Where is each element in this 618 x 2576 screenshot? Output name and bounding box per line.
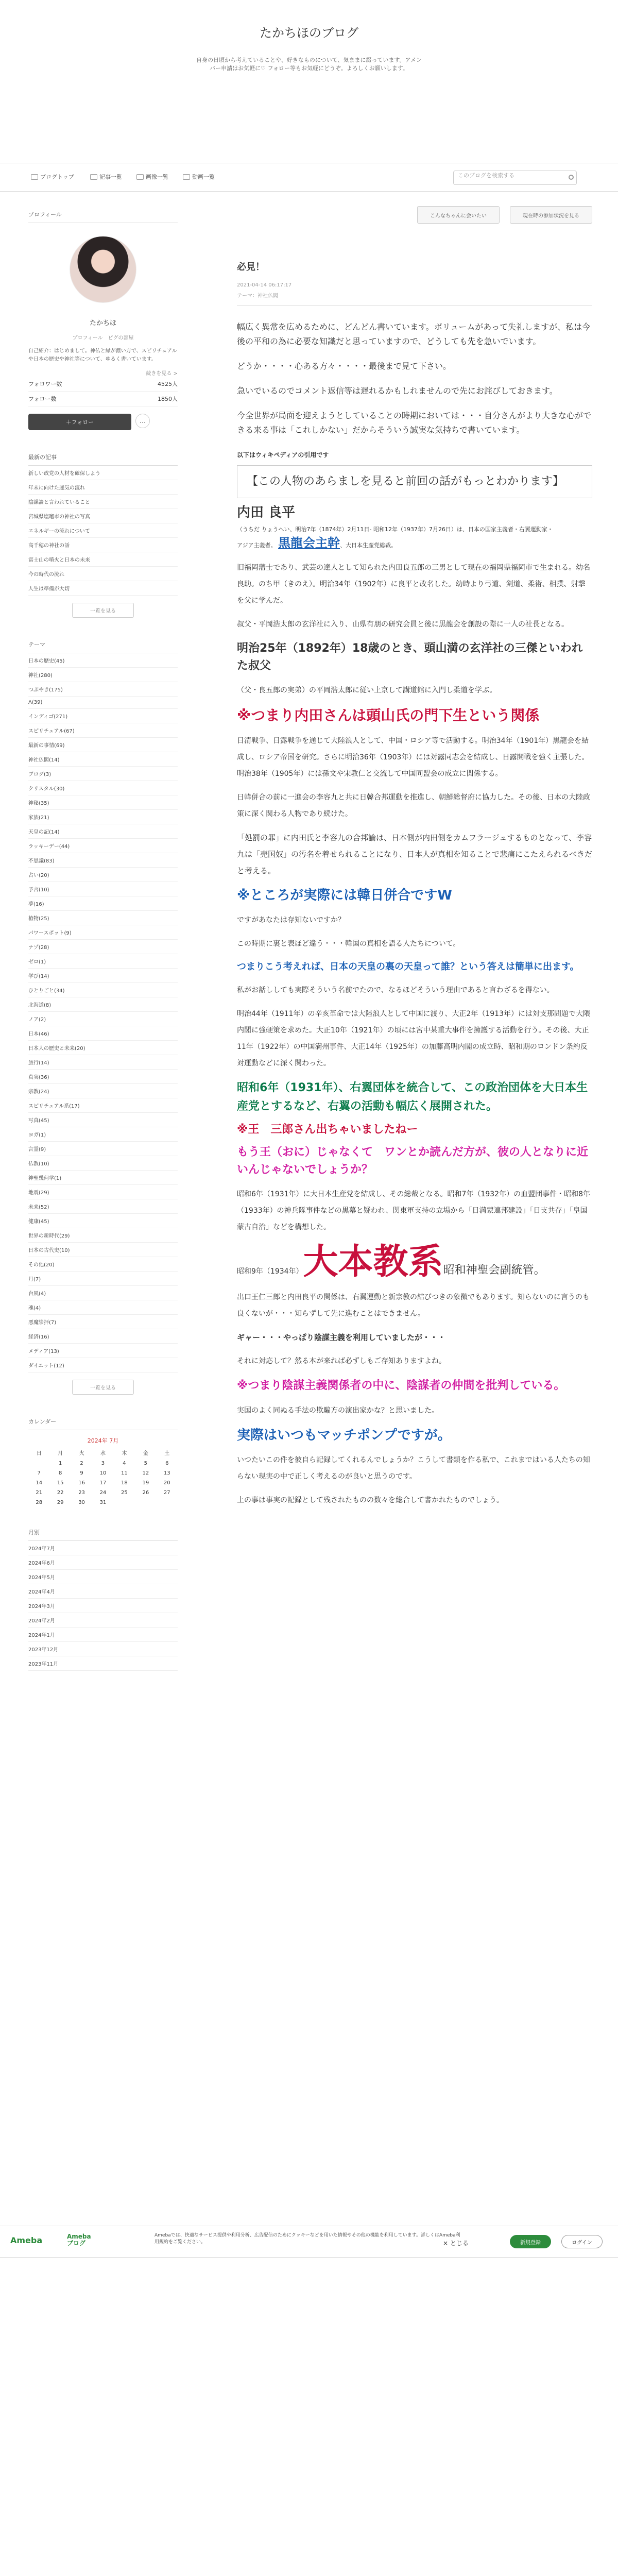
entry-body xyxy=(237,320,592,1509)
theme-link[interactable]: 神秘(35) xyxy=(28,795,178,810)
theme-link[interactable]: 未来(52) xyxy=(28,1199,178,1214)
calendar-weekday: 水 xyxy=(100,1451,106,1456)
theme-link[interactable]: 真実(36) xyxy=(28,1070,178,1084)
kokuryukai-link[interactable]: 黒龍会主幹 xyxy=(278,536,340,550)
recent-entry-link[interactable]: 人生は準備が大切 xyxy=(28,581,178,596)
archive-link[interactable]: 2024年4月 xyxy=(28,1584,178,1599)
theme-link[interactable]: 日本人の歴史と未来(20) xyxy=(28,1041,178,1055)
calendar-day[interactable]: 13 xyxy=(163,1470,170,1476)
theme-link[interactable]: パワースポット(9) xyxy=(28,925,178,940)
blog-description: 自身の日頃から考えていることや、好きなものについて、気ままに綴っています。アメンバー申請はお気軽に♡ フォロー等もお気軽にどうぞ。よろしくお願いします。 xyxy=(196,57,422,72)
archive-link[interactable]: 2024年3月 xyxy=(28,1599,178,1613)
calendar-day[interactable]: 2 xyxy=(80,1461,83,1466)
calendar-day[interactable]: 8 xyxy=(58,1470,62,1476)
calendar-day[interactable]: 16 xyxy=(78,1480,85,1486)
theme-link[interactable]: 仏教(10) xyxy=(28,1156,178,1171)
login-button[interactable]: ログイン xyxy=(561,2235,603,2248)
recent-entry-link[interactable]: 年末に向けた運気の流れ xyxy=(28,480,178,495)
recent-entry-link[interactable]: 陰謀論と言われていること xyxy=(28,495,178,509)
calendar-day[interactable]: 20 xyxy=(163,1480,170,1486)
status-button[interactable]: 現在時の参加状況を見る xyxy=(510,206,592,224)
recent-entry-link[interactable]: エネルギーの流れについて xyxy=(28,523,178,538)
recent-list xyxy=(28,466,178,596)
calendar-day[interactable]: 30 xyxy=(78,1500,85,1505)
calendar-day[interactable]: 23 xyxy=(78,1490,85,1496)
wiki-body-4: 日韓併合の前に一進会の李容九と共に日韓合邦運動を推進し、朝鮮総督府に協力した。その後、日本の大陸政策に深く関わる人物であり続けた。 xyxy=(237,793,590,818)
archive-heading: 月別 xyxy=(28,1524,178,1541)
avatar[interactable] xyxy=(70,236,136,303)
calendar-title: 2024年 7月 xyxy=(87,1437,119,1444)
video-icon xyxy=(183,174,190,180)
blog-header xyxy=(0,0,618,118)
following-count[interactable] xyxy=(28,392,178,406)
calendar-day[interactable]: 31 xyxy=(99,1500,107,1505)
theme-list xyxy=(28,653,178,1372)
wiki-body-7-prefix: 昭和9年（1934年） xyxy=(237,1267,303,1276)
theme-link[interactable]: ナゾ(28) xyxy=(28,940,178,954)
commentary-3: 私がお話ししても実際そういう名前でたので、なるほどそういう理由であると言わざるを得ない。 xyxy=(237,986,554,994)
theme-link[interactable]: 台風(4) xyxy=(28,1286,178,1300)
entry-title[interactable]: 必見！ xyxy=(237,262,265,273)
recent-all-button[interactable]: 一覧を見る xyxy=(72,603,134,618)
theme-link[interactable]: ひとりごと(34) xyxy=(28,983,178,997)
archive-link[interactable]: 2024年2月 xyxy=(28,1613,178,1628)
calendar-day[interactable]: 7 xyxy=(37,1470,41,1476)
archive-block xyxy=(28,1524,178,1671)
nav-label: 動画一覧 xyxy=(192,174,215,180)
ameba-logo[interactable]: Ameba xyxy=(10,2235,43,2245)
theme-link[interactable]: クリスタル(30) xyxy=(28,781,178,795)
search-icon[interactable] xyxy=(569,175,574,180)
blue-callout-3: 実際はいつもマッチポンプですが。 xyxy=(237,1428,451,1443)
wiki-body-2: 叔父・平岡浩太郎の玄洋社に入り、山県有朋の研究会員と後に黒龍会を創設の際に一人の社長となる。 xyxy=(237,620,569,629)
nav-blog-top[interactable] xyxy=(31,173,74,181)
wiki-subtitle-line2 xyxy=(237,536,592,552)
calendar-day[interactable]: 26 xyxy=(142,1490,149,1496)
paragraph: 今全世界が局面を迎えようとしていることの時期においては・・・自分さんがより大きな心ができる来る事は「これしかない」だからそういう誠実な気持ちで書いています。 xyxy=(237,411,592,435)
stat-value: 4525人 xyxy=(158,381,178,387)
wiki-body-6: 昭和6年（1931年）に大日本生産党を結成し、その総裁となる。昭和7年（1932年）の血盟団事件・昭和8年（1933年）の神兵隊事件などの黒幕と疑われ、関東軍支持の立場から「日満蒙連邦建設」「日支共存」「皇国蒙古自治」などを構想した。 xyxy=(237,1190,590,1231)
stat-label: フォロー数 xyxy=(28,396,57,402)
theme-link[interactable]: 日本(46) xyxy=(28,1026,178,1041)
cookie-banner xyxy=(0,2226,618,2258)
theme-link[interactable]: 日本の歴史(45) xyxy=(28,653,178,668)
red-callout-1: ※つまり内田さんは頭山氏の門下生という関係 xyxy=(237,707,540,724)
nav-label: 画像一覧 xyxy=(146,174,168,180)
theme-link[interactable]: 世界の新時代(29) xyxy=(28,1228,178,1243)
theme-link[interactable]: 地震(29) xyxy=(28,1185,178,1199)
follow-menu-button[interactable]: … xyxy=(135,414,150,428)
calendar-day[interactable]: 22 xyxy=(57,1490,64,1496)
calendar-weekday: 日 xyxy=(36,1451,42,1456)
calendar-day[interactable]: 11 xyxy=(121,1470,128,1476)
wiki-intro: 以下はウィキペディアの引用です xyxy=(237,451,329,459)
theme-link[interactable]: ブログ(3) xyxy=(28,767,178,781)
calendar-heading: カレンダー xyxy=(28,1413,178,1430)
calendar-weekday: 土 xyxy=(164,1451,170,1456)
commentary-5: それに対応して？然る本が来れば必ずしもご存知ありますよね。 xyxy=(237,1357,446,1365)
image-icon xyxy=(136,174,144,180)
calendar-day[interactable]: 14 xyxy=(36,1480,43,1486)
wiki-body-3: 日清戦争、日露戦争を通じて大陸浪人として、中国・ロシア等で活動する。明治34年（1901年）黒龍会を結成し、ロシア帝国を研究。さらに明治36年（1903年）には対露同志会を結成し、日露開戦を強く主張した。明治38年（1905年）には孫文や宋教仁と交流して中国同盟会の成立に関係する。 xyxy=(237,737,589,778)
calendar-day[interactable]: 15 xyxy=(57,1480,64,1486)
entry-theme[interactable]: テーマ：神社仏閣 xyxy=(237,291,592,306)
theme-link[interactable]: 学び(14) xyxy=(28,969,178,983)
recent-entries xyxy=(28,449,178,618)
wiki-after-link: 、大日本生産党総裁。 xyxy=(340,542,397,549)
commentary-7: いつたいこの件を彼自ら記録してくれるんでしょうか？こうして書類を作る私で、これまではいる人たちの知らない現実の中で正しく考えるのが良いと思うのです。 xyxy=(237,1456,590,1481)
list-icon xyxy=(90,174,97,180)
cookie-text: Amebaでは、快適なサービス提供や利用分析、広告配信のためにクッキーなどを用いた情報やその他の機能を利用しています。詳しくはAmeba利用規約をご覧ください。 xyxy=(154,2233,460,2245)
theme-link[interactable]: 神社(280) xyxy=(28,668,178,682)
calendar-day xyxy=(157,1500,178,1505)
theme-link[interactable]: スピリチュアル(67) xyxy=(28,723,178,738)
commentary-8: 上の事は事実の記録として残されたものの数々を総合して書かれたものでしょう。 xyxy=(237,1496,504,1504)
calendar-day[interactable]: 21 xyxy=(36,1490,43,1496)
theme-all-button[interactable]: 一覧を見る xyxy=(72,1380,134,1395)
archive-link[interactable]: 2023年12月 xyxy=(28,1642,178,1656)
blue-callout-1: ※ところが実際には韓日併合ですW xyxy=(237,888,452,903)
calendar-weekday: 金 xyxy=(143,1451,148,1456)
calendar-day[interactable]: 6 xyxy=(165,1461,169,1466)
quote-box: 【この人物のあらましを見ると前回の話がもっとわかります】 xyxy=(237,465,592,498)
commentary-6: 実国のよく同ぬる手法の欺騙方の演出家かな？と思いました。 xyxy=(237,1406,439,1415)
theme-link[interactable]: 悪魔崇拝(7) xyxy=(28,1315,178,1329)
wiki-subtitle-tail: アジア主義者。 xyxy=(237,542,277,549)
commentary-4: 出口王仁三郎と内田良平の関係は、右翼運動と新宗教の結びつきの象徴でもあります。知らないのに言うのも良くないが・・・知らずして先に進むことはできません。 xyxy=(237,1293,590,1318)
red-callout-2: ※王 三郎さん出ちゃいましたねー xyxy=(237,1123,418,1136)
theme-link[interactable]: 夢(16) xyxy=(28,896,178,911)
theme-link[interactable]: ヨガ(1) xyxy=(28,1127,178,1142)
theme-list-block xyxy=(28,636,178,1395)
theme-link[interactable]: 最新の事情(69) xyxy=(28,738,178,752)
profile-heading: プロフィール xyxy=(28,206,178,223)
theme-link[interactable]: 家族(21) xyxy=(28,810,178,824)
calendar-day[interactable]: 1 xyxy=(58,1461,62,1466)
blue-callout-2: つまりこう考えれば、日本の天皇の裏の天皇って誰？という答えは簡単に出ます。 xyxy=(237,961,579,972)
magenta-callout-1: もう王（おに）じゃなくて ワンとか読んだ方が、彼の人となりに近いんじゃないでしょうか？ xyxy=(237,1146,589,1176)
calendar-grid xyxy=(28,1449,178,1505)
theme-link[interactable]: 魂(4) xyxy=(28,1300,178,1315)
nav-entry-list[interactable] xyxy=(90,173,122,181)
calendar-weekday: 木 xyxy=(122,1451,127,1456)
calendar-day[interactable]: 17 xyxy=(99,1480,107,1486)
theme-link[interactable]: 神社仏閣(14) xyxy=(28,752,178,767)
nav-label: ブログトップ xyxy=(40,174,74,180)
calendar-day[interactable]: 29 xyxy=(57,1500,64,1505)
ameba-blog-logo-line1: Ameba xyxy=(67,2233,91,2240)
calendar-day[interactable]: 19 xyxy=(142,1480,149,1486)
theme-link[interactable]: ダイエット(12) xyxy=(28,1358,178,1372)
theme-link[interactable]: 神聖幾何学(1) xyxy=(28,1171,178,1185)
recent-entry-link[interactable]: 今の時代の流れ xyxy=(28,567,178,581)
calendar-day[interactable]: 12 xyxy=(142,1470,149,1476)
theme-link[interactable]: ゼロ(1) xyxy=(28,954,178,969)
wiki-body-7 xyxy=(237,1243,592,1282)
theme-link[interactable]: ラッキーデー(44) xyxy=(28,839,178,853)
wiki-highlight-suffix: （父・良五郎の実弟）の平岡浩太郎に従い上京して講道館に入門し柔道を学ぶ。 xyxy=(237,686,497,694)
wiki-body-5: 明治44年（1911年）の辛亥革命では大陸浪人として中国に渡り、大正2年（1913年）には対支那問題で大隈内閣に強硬策を求めた。大正10年（1921年）の頃には宮中某重大事件を擁護する活動を行う。その後、大正11年（1922年）の中国満州事件、大正14年（1925年）の加藤高明内閣の成立時、昭和期のロンドン条約反対運動などに深く関わった。 xyxy=(237,1010,590,1067)
recent-entry-link[interactable]: 富士山の噴火と日本の未来 xyxy=(28,552,178,567)
wiki-body-7-suffix: 昭和神聖会副統管。 xyxy=(443,1264,545,1277)
meet-button[interactable]: こんなちゃんに会いたい xyxy=(417,206,500,224)
theme-link[interactable]: 旅行(14) xyxy=(28,1055,178,1070)
theme-link[interactable]: 不思議(83) xyxy=(28,853,178,868)
ameba-blog-logo-line2: ブログ xyxy=(67,2240,86,2247)
follow-button[interactable]: ＋フォロー xyxy=(28,414,131,430)
blog-search-input[interactable]: このブログを検索する xyxy=(453,171,577,185)
ameba-blog-logo[interactable] xyxy=(67,2233,91,2247)
calendar-day[interactable]: 9 xyxy=(80,1470,83,1476)
entry-date: 2021-04-14 06:17:17 xyxy=(237,282,292,288)
home-icon xyxy=(31,174,38,180)
theme-link[interactable]: スピリチュアル系(17) xyxy=(28,1098,178,1113)
archive-link[interactable]: 2024年6月 xyxy=(28,1555,178,1570)
recent-entry-link[interactable]: 新しい政党の人材を確保しよう xyxy=(28,466,178,480)
theme-link[interactable]: インディゴ(271) xyxy=(28,709,178,723)
theme-link[interactable]: 北海道(8) xyxy=(28,997,178,1012)
archive-link[interactable]: 2023年11月 xyxy=(28,1656,178,1671)
calendar-day[interactable]: 24 xyxy=(99,1490,107,1496)
theme-link[interactable]: 占い(20) xyxy=(28,868,178,882)
profile-name[interactable]: たかちほ xyxy=(89,319,116,327)
wiki-title: 内田 良平 xyxy=(237,505,296,520)
main-content xyxy=(237,206,592,1516)
calendar-day[interactable]: 10 xyxy=(99,1470,107,1476)
bold-remark: ギャー・・・やっぱり陰謀主義を利用していましたが・・・ xyxy=(237,1333,446,1342)
recent-heading: 最新の記事 xyxy=(28,449,178,466)
theme-link[interactable]: 月(7) xyxy=(28,1272,178,1286)
blog-title[interactable]: たかちほのブログ xyxy=(260,26,358,40)
theme-link[interactable]: 健康(45) xyxy=(28,1214,178,1228)
header-spacer xyxy=(0,118,618,163)
theme-link[interactable]: 言霊(9) xyxy=(28,1142,178,1156)
nav-label: 記事一覧 xyxy=(99,174,122,180)
theme-link[interactable]: 天皇の記(14) xyxy=(28,824,178,839)
stat-label: フォロワー数 xyxy=(28,381,62,387)
archive-link[interactable]: 2024年1月 xyxy=(28,1628,178,1642)
paragraph: 急いでいるのでコメント返信等は遅れるかもしれませんので先にお詫びしておきます。 xyxy=(237,386,558,396)
green-callout: 昭和6年（1931年）、右翼団体を統合して、この政治団体を大日本生産党とするなど、右翼の活動も幅広く展開された。 xyxy=(237,1081,588,1113)
theme-link[interactable]: ノア(2) xyxy=(28,1012,178,1026)
archive-link[interactable]: 2024年7月 xyxy=(28,1541,178,1555)
commentary-1: 「処罰の罪」に内田氏と李容九の合邦論は、日本側が内田側をカムフラージュするものとなって、李容九は「売国奴」の汚名を着せられることになり、日本人が真相を知ることで悲痛にこたえられるべきだと考える。 xyxy=(237,833,593,875)
archive-link[interactable]: 2024年5月 xyxy=(28,1570,178,1584)
calendar-weekday: 月 xyxy=(58,1451,63,1456)
theme-link[interactable]: Λ(39) xyxy=(28,697,178,709)
stat-value: 1850人 xyxy=(158,396,178,402)
calendar-day xyxy=(28,1461,49,1466)
theme-link[interactable]: 植物(25) xyxy=(28,911,178,925)
theme-link[interactable]: その他(20) xyxy=(28,1257,178,1272)
oomoto-highlight: 大本教系 xyxy=(303,1242,443,1282)
calendar-day[interactable]: 25 xyxy=(121,1490,128,1496)
signup-button[interactable]: 新規登録 xyxy=(510,2235,551,2248)
theme-link[interactable]: 写真(45) xyxy=(28,1113,178,1127)
wiki-body-1: 旧福岡藩士であり、武芸の達人として知られた内田良五郎の三男として現在の福岡県福岡市で生まれる。幼名良助。のち甲（きのえ）。明治34年（1902年）に良平と改名した。幼時より弓道、剣道、柔術、相撲、射撃を父に学んだ。 xyxy=(237,564,590,605)
sidebar xyxy=(28,206,178,1671)
theme-link[interactable]: 日本の古代史(10) xyxy=(28,1243,178,1257)
theme-link[interactable]: 宗教(24) xyxy=(28,1084,178,1098)
calendar-day[interactable]: 28 xyxy=(36,1500,43,1505)
theme-link[interactable]: メディア(13) xyxy=(28,1344,178,1358)
calendar-day[interactable]: 27 xyxy=(163,1490,170,1496)
profile-links[interactable]: プロフィール ピグの部屋 xyxy=(72,335,134,341)
theme-link[interactable]: 経済(16) xyxy=(28,1329,178,1344)
recent-entry-link[interactable]: 高千穂の神社の話 xyxy=(28,538,178,552)
cookie-close-button[interactable]: × とじる xyxy=(443,2240,469,2247)
wiki-subtitle: （うちだ りょうへい、明治7年（1874年）2月11日- 昭和12年（1937年）7月26日）は、日本の国家主義者・右翼運動家・ xyxy=(237,526,553,533)
theme-link[interactable]: つぶやき(175) xyxy=(28,682,178,697)
profile-text: 自己紹介：はじめまして。神仏と縁が濃い方で、スピリチュアルや日本の歴史や神社等について、ゆるく書いています。 xyxy=(28,348,177,362)
wiki-highlight-line: 明治25年（1892年）18歳のとき、頭山満の玄洋社の三傑といわれた叔父 xyxy=(237,642,583,672)
archive-list xyxy=(28,1541,178,1671)
calendar-day[interactable]: 5 xyxy=(144,1461,148,1466)
calendar-day xyxy=(135,1500,156,1505)
calendar-day[interactable]: 18 xyxy=(121,1480,128,1486)
theme-heading: テーマ xyxy=(28,636,178,653)
global-nav xyxy=(0,163,618,192)
theme-link[interactable]: 予言(10) xyxy=(28,882,178,896)
nav-video-list[interactable] xyxy=(183,173,215,181)
commentary-2: この時期に裏と表ほど違う・・・韓国の真相を語る人たちについて。 xyxy=(237,940,460,948)
profile-more-link[interactable]: 続きを見る > xyxy=(146,371,178,377)
paragraph: 幅広く異常を広めるために、どんどん書いています。ボリュームがあって失礼しますが、私は今後の平和の為に必要な知識だと思っていますので、どうしても先を急いでいます。 xyxy=(237,322,591,346)
calendar-weekday: 火 xyxy=(79,1451,84,1456)
recent-entry-link[interactable]: 宮城県塩竈市の神社の写真 xyxy=(28,509,178,523)
calendar-day[interactable]: 4 xyxy=(123,1461,126,1466)
calendar-day xyxy=(114,1500,135,1505)
blue-small: ですがあなたは存知ないですか？ xyxy=(237,916,345,924)
nav-image-list[interactable] xyxy=(136,173,168,181)
calendar-block xyxy=(28,1413,178,1505)
paragraph: どうか・・・・心ある方々・・・・最後まで見て下さい。 xyxy=(237,361,452,371)
follower-count[interactable] xyxy=(28,377,178,392)
calendar-day[interactable]: 3 xyxy=(101,1461,105,1466)
magenta-callout-2: ※つまり陰謀主義関係者の中に、陰謀者の仲間を批判している。 xyxy=(237,1379,565,1392)
